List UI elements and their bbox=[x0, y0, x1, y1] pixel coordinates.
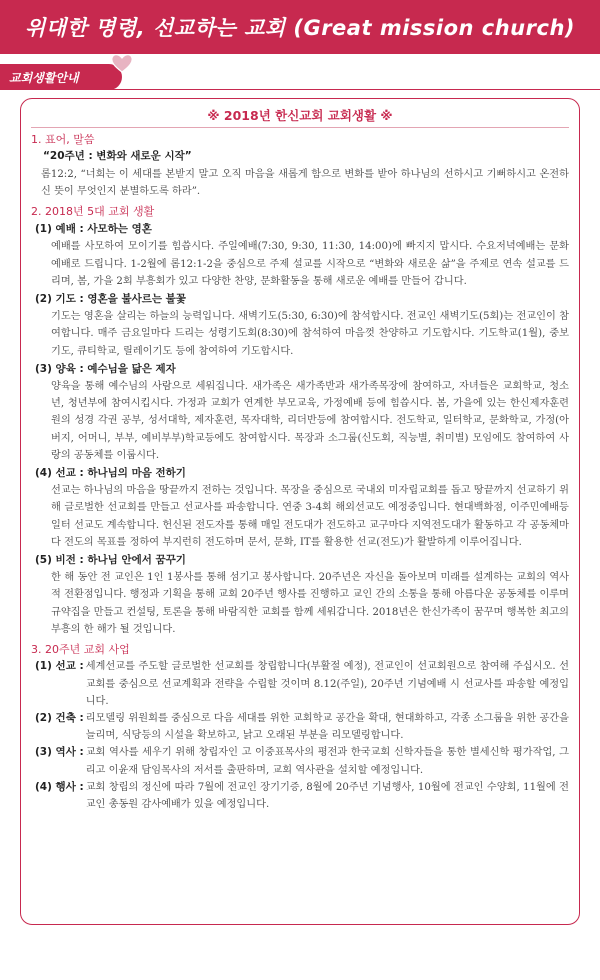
project-mission bbox=[31, 658, 569, 710]
heading-anniversary-projects: 3. 20주년 교회 사업 bbox=[31, 643, 130, 657]
project-text: 교회 창립의 정신에 따라 7월에 전교인 장기기증, 8월에 20주년 기념행사, 10월에 전교인 수양회, 11월에 전교인 총동원 감사예배가 있을 예정입니다. bbox=[85, 781, 569, 810]
project-building bbox=[31, 710, 569, 744]
project-history bbox=[31, 744, 569, 778]
life-vision-body: 한 해 동안 전 교인은 1인 1봉사를 통해 섬기고 봉사합니다. 20주년은 자신을 돌아보며 미래를 설계하는 교회의 역사적 전환점입니다. 행정과 기획을 통해 교회 20주년 행사를 진행하고 교인 간의 소통을 통해 아름다운 공동체를 이루며 규약집을 만들고 컨설팅, 토론을 통해 바람직한 교회를 함께 세워갑니다. 2018년은 한신가족이 꿈꾸며 행복한 최고의 부흥의 한 해가 될 것입니다. bbox=[51, 572, 569, 635]
project-text: 세계선교를 주도할 글로벌한 선교회를 창립합니다(부활절 예정), 전교인이 선교회원으로 참여해 주십시오. 선교회를 중심으로 선교계획과 전략을 수립할 것이며 8.12(주일), 20주년 기념예배 시 선교사를 파송할 예정입니다. bbox=[85, 661, 569, 707]
project-events bbox=[31, 779, 569, 813]
life-prayer-head: (2) 기도 : 영혼을 불사르는 불꽃 bbox=[35, 293, 186, 306]
life-mission-head: (4) 선교 : 하나님의 마음 전하기 bbox=[35, 467, 186, 480]
section-tag bbox=[0, 64, 122, 90]
project-text: 교회 역사를 세우기 위해 창립자인 고 이중표목사의 평전과 한국교회 신학자들을 통한 별세신학 평가작업, 그리고 이윤재 담임목사의 저서를 출판하며, 교회 역사관을 설치할 예정입니다. bbox=[85, 747, 569, 776]
project-label: (2) 건축 : bbox=[35, 711, 84, 724]
life-worship-body: 예배를 사모하여 모이기를 힘씁시다. 주일예배(7:30, 9:30, 11:30, 14:00)에 빠지지 맙시다. 수요저녁예배는 문화예배로 드립니다. 1-2월에 롬12:1-2을 중심으로 주제 설교를 시작으로 “변화와 새로운 삶”을 주제로 연속 설교를 드리며, 봄, 가을 2회 부흥회가 있고 다양한 찬양, 문화활동을 통해 새로운 예배를 만들어 갑니다. bbox=[51, 241, 569, 287]
project-label: (1) 선교 : bbox=[35, 660, 84, 673]
life-worship-head: (1) 예배 : 사모하는 영혼 bbox=[35, 223, 152, 236]
project-label: (3) 역사 : bbox=[35, 746, 84, 759]
life-mission-body: 선교는 하나님의 마음을 땅끝까지 전하는 것입니다. 목장을 중심으로 국내외 미자립교회를 돕고 땅끝까지 선교하기 위해 글로벌한 선교회를 만들고 선교사를 파송합니다. 연중 3-4회 해외선교도 예정중입니다. 현대백화점, 이주민예배등 일터 선교도 계속합니다. 헌신된 전도자를 통해 매일 전도대가 전도하고 교구마다 지역전도대가 활동하고 각 공동체마다 전도의 목표를 정하여 부지런히 전도하며 문서, 문화, IT를 활용한 선교(전도)가 활발하게 이루어집니다. bbox=[51, 485, 569, 548]
page-banner bbox=[0, 0, 600, 54]
section-rule bbox=[0, 89, 600, 90]
heart-icon bbox=[110, 52, 134, 74]
church-life-box bbox=[20, 98, 580, 925]
project-label: (4) 행사 : bbox=[35, 780, 84, 793]
heading-motto: 1. 표어, 말씀 bbox=[31, 133, 95, 147]
life-nurture-body: 양육을 통해 예수님의 사람으로 세워집니다. 새가족은 새가족반과 새가족목장에 참여하고, 자녀들은 교회학교, 청소년, 청년부에 참여시킵시다. 가정과 교회가 연계한 부모교육, 가정예배 등에 힘씁시다. 봄, 가을에 있는 한신제자훈련원의 성경 각권 공부, 성서대학, 제자훈련, 목자대학, 리더반등에 참여합시다. 전도학교, 일터학교, 문화학교, 가정(아버지, 어머니, 부부, 예비부부)학교등에도 참여합시다. 목장과 소그룹(신도회, 직능별, 취미별) 모임에도 참여하여 사랑의 공동체를 이룹시다. bbox=[51, 381, 569, 461]
motto-verse: 롬12:2, “너희는 이 세대를 본받지 말고 오직 마음을 새롭게 함으로 변화를 받아 하나님의 선하시고 기뻐하시고 온전하신 뜻이 무엇인지 분별하도록 하라”. bbox=[41, 168, 569, 197]
banner-title: 위대한 명령, 선교하는 교회 (Great mission church) bbox=[25, 16, 575, 40]
box-title: ※ 2018년 한신교회 교회생활 ※ bbox=[207, 108, 393, 123]
title-divider bbox=[31, 127, 569, 128]
life-prayer-body: 기도는 영혼을 살리는 하늘의 능력입니다. 새벽기도(5:30, 6:30)에 참석합시다. 전교인 새벽기도(5회)는 전교인이 참여합니다. 매주 금요일마다 드리는 성령기도회(8:30)에 참석하여 마음껏 찬양하고 기도합시다. 기도학교(1월), 중보기도, 큐티학교, 릴레이기도 등에 참여하여 기도합시다. bbox=[51, 311, 569, 357]
life-vision-head: (5) 비전 : 하나님 안에서 꿈꾸기 bbox=[35, 554, 186, 567]
life-nurture-head: (3) 양육 : 예수님을 닮은 제자 bbox=[35, 362, 176, 375]
project-text: 리모델링 위원회를 중심으로 다음 세대를 위한 교회학교 공간을 확대, 현대화하고, 각종 소그룹을 위한 공간을 늘리며, 식당등의 시설을 확보하고, 낡고 오래된 부분을 리모델링합니다. bbox=[85, 712, 569, 742]
motto-text: “20주년 : 변화와 새로운 시작” bbox=[43, 150, 192, 163]
section-tag-label: 교회생활안내 bbox=[9, 70, 79, 85]
heading-five-lives: 2. 2018년 5대 교회 생활 bbox=[31, 205, 155, 219]
